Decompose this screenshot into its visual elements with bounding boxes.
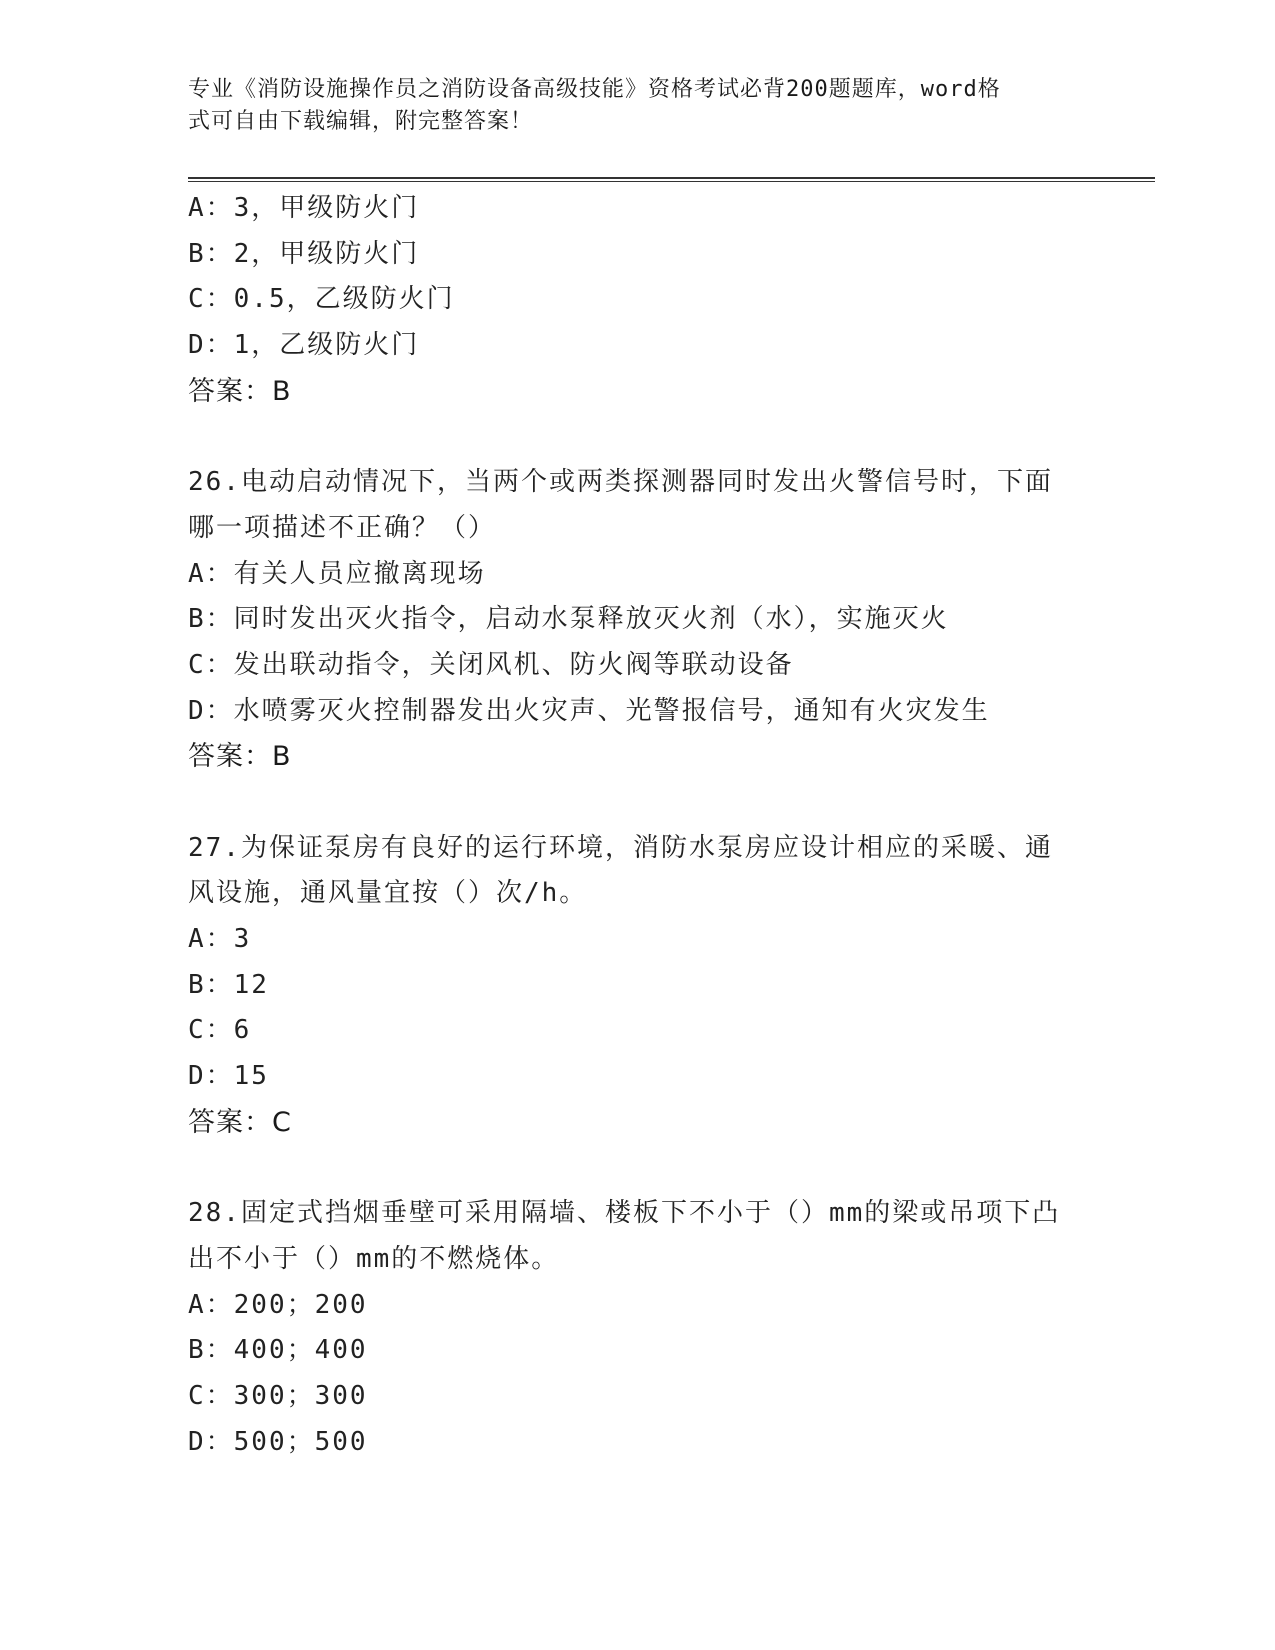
option-a: A：3，甲级防火门 bbox=[188, 193, 420, 223]
option-d: D：500；500 bbox=[188, 1426, 368, 1457]
spacer bbox=[188, 780, 1148, 826]
question-stem-continued: 哪一项描述不正确？（） bbox=[188, 512, 497, 543]
option-a: A：有关人员应撤离现场 bbox=[188, 558, 486, 589]
option-c: C：0.5，乙级防火门 bbox=[188, 284, 455, 315]
question-content bbox=[188, 186, 1148, 1465]
question-stem-continued: 出不小于（）mm的不燃烧体。 bbox=[188, 1243, 560, 1274]
option-c: C：6 bbox=[188, 1015, 252, 1046]
option-d: D：水喷雾灭火控制器发出火灾声、光警报信号，通知有火灾发生 bbox=[188, 695, 990, 726]
header-line-1: 专业《消防设施操作员之消防设备高级技能》资格考试必背200题题库，word格 bbox=[188, 77, 1001, 102]
question-25 bbox=[188, 186, 1148, 414]
question-stem: 26.电动启动情况下，当两个或两类探测器同时发出火警信号时，下面 bbox=[188, 467, 1053, 498]
option-b: B：400；400 bbox=[188, 1335, 368, 1366]
question-stem: 27.为保证泵房有良好的运行环境，消防水泵房应设计相应的采暖、通 bbox=[188, 832, 1053, 863]
question-28 bbox=[188, 1191, 1148, 1465]
header-divider bbox=[188, 177, 1155, 182]
answer: 答案：C bbox=[188, 1106, 292, 1138]
question-stem: 28.固定式挡烟垂壁可采用隔墙、楼板下不小于（）mm的梁或吊项下凸 bbox=[188, 1198, 1061, 1229]
option-a: A：3 bbox=[188, 924, 252, 954]
option-d: D：1，乙级防火门 bbox=[188, 330, 420, 361]
question-stem-continued: 风设施，通风量宜按（）次/h。 bbox=[188, 878, 588, 909]
header-line-2: 式可自由下载编辑，附完整答案！ bbox=[188, 109, 534, 134]
spacer bbox=[188, 1145, 1148, 1191]
option-d: D：15 bbox=[188, 1061, 269, 1092]
option-b: B：2，甲级防火门 bbox=[188, 238, 420, 269]
option-b: B：12 bbox=[188, 969, 269, 1000]
page-header bbox=[188, 74, 1068, 138]
option-b: B：同时发出灭火指令，启动水泵释放灭火剂（水），实施灭火 bbox=[188, 604, 949, 635]
option-c: C：300；300 bbox=[188, 1380, 368, 1411]
option-c: C：发出联动指令，关闭风机、防火阀等联动设备 bbox=[188, 649, 794, 680]
option-a: A：200；200 bbox=[188, 1289, 368, 1320]
spacer bbox=[188, 414, 1148, 460]
question-26 bbox=[188, 460, 1148, 780]
question-27 bbox=[188, 826, 1148, 1146]
answer: 答案：B bbox=[188, 741, 292, 773]
answer: 答案：B bbox=[188, 375, 292, 407]
